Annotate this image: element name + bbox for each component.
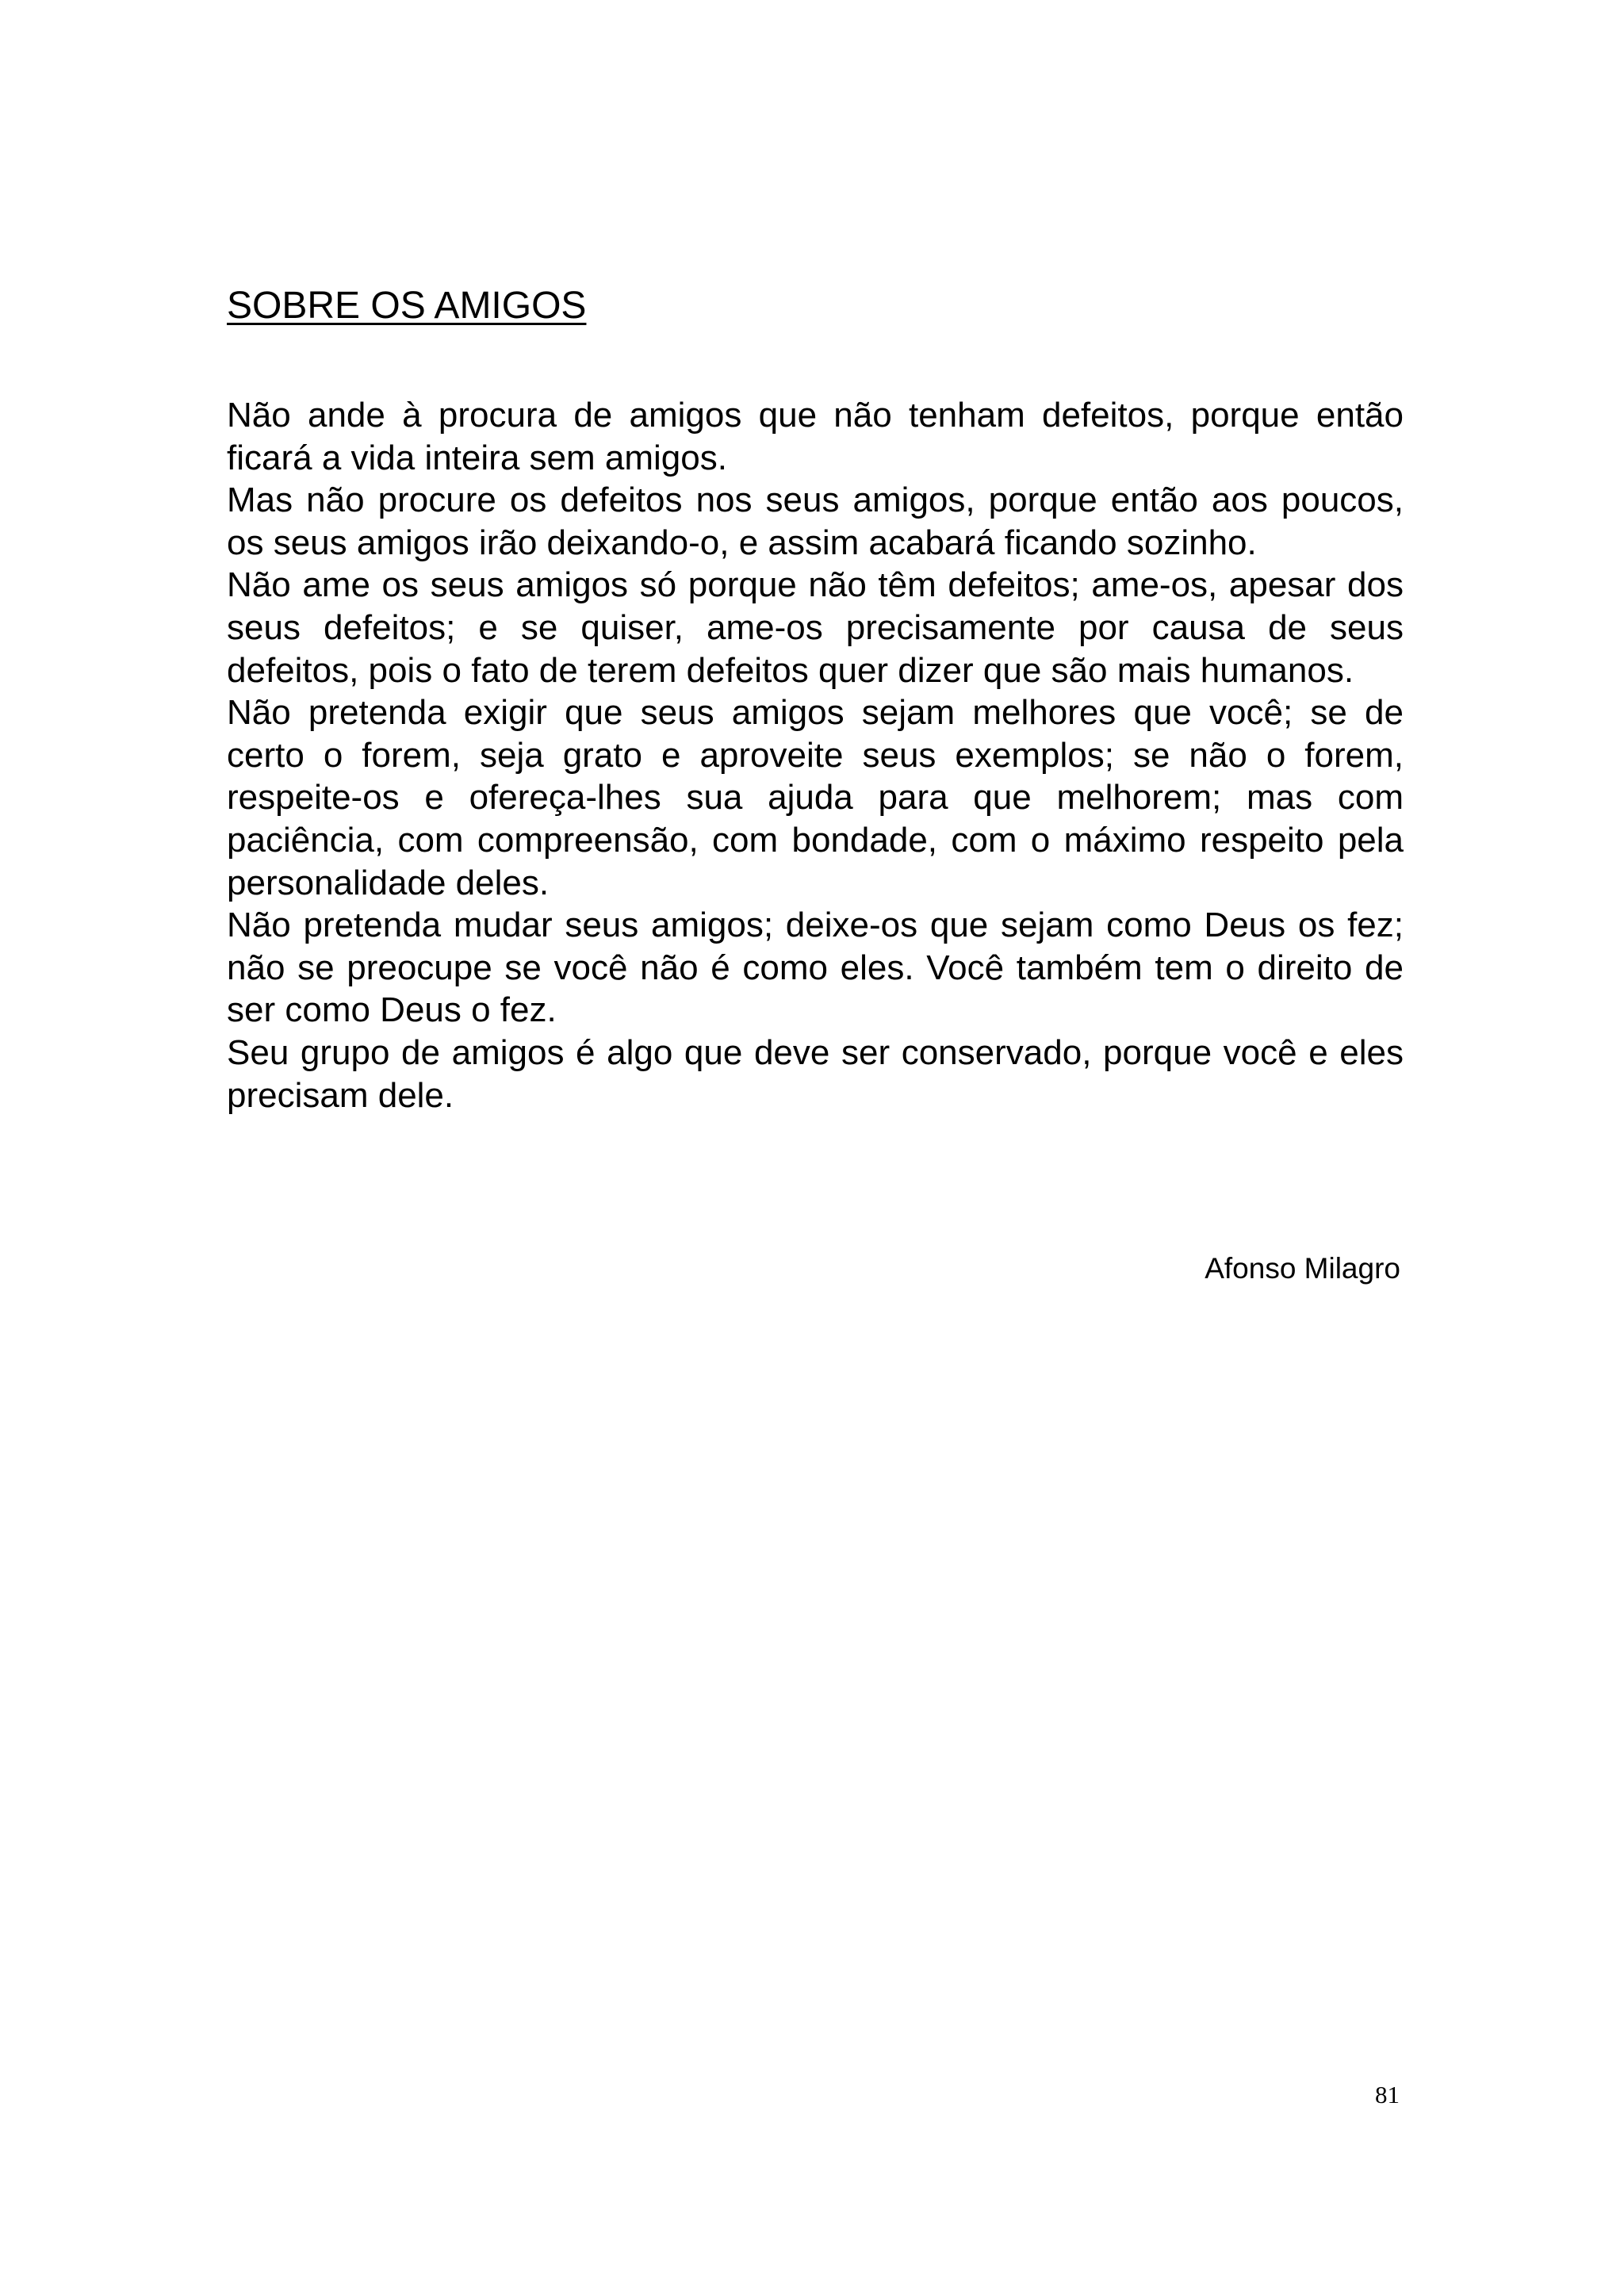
author-signature: Afonso Milagro	[1205, 1252, 1400, 1285]
paragraph: Não ande à procura de amigos que não tenham defeitos, porque então ficará a vida inteira sem amigos.	[227, 396, 1404, 477]
paragraph: Não pretenda mudar seus amigos; deixe-os que sejam como Deus os fez; não se preocupe se você não é como eles. Você também tem o direito de ser como Deus o fez.	[227, 906, 1404, 1030]
paragraph: Mas não procure os defeitos nos seus amigos, porque então aos poucos, os seus amigos irão deixando-o, e assim acabará ficando sozinho.	[227, 481, 1404, 562]
paragraph: Não pretenda exigir que seus amigos sejam melhores que você; se de certo o forem, seja grato e aproveite seus exemplos; se não o forem, respeite-os e ofereça-lhes sua ajuda para que melhorem; mas com paciência, com compreensão, com bondade, com o máximo respeito pela personalidade deles.	[227, 693, 1404, 902]
paragraph: Seu grupo de amigos é algo que deve ser conservado, porque você e eles precisam dele.	[227, 1032, 1404, 1115]
page-number: 81	[1375, 2081, 1400, 2108]
paragraph: Não ame os seus amigos só porque não têm defeitos; ame-os, apesar dos seus defeitos; e se quiser, ame-os precisamente por causa de seus defeitos, pois o fato de terem defeitos quer dizer que são mais humanos.	[227, 565, 1404, 690]
page-title: SOBRE OS AMIGOS	[227, 285, 587, 327]
body-text	[227, 394, 1404, 1116]
